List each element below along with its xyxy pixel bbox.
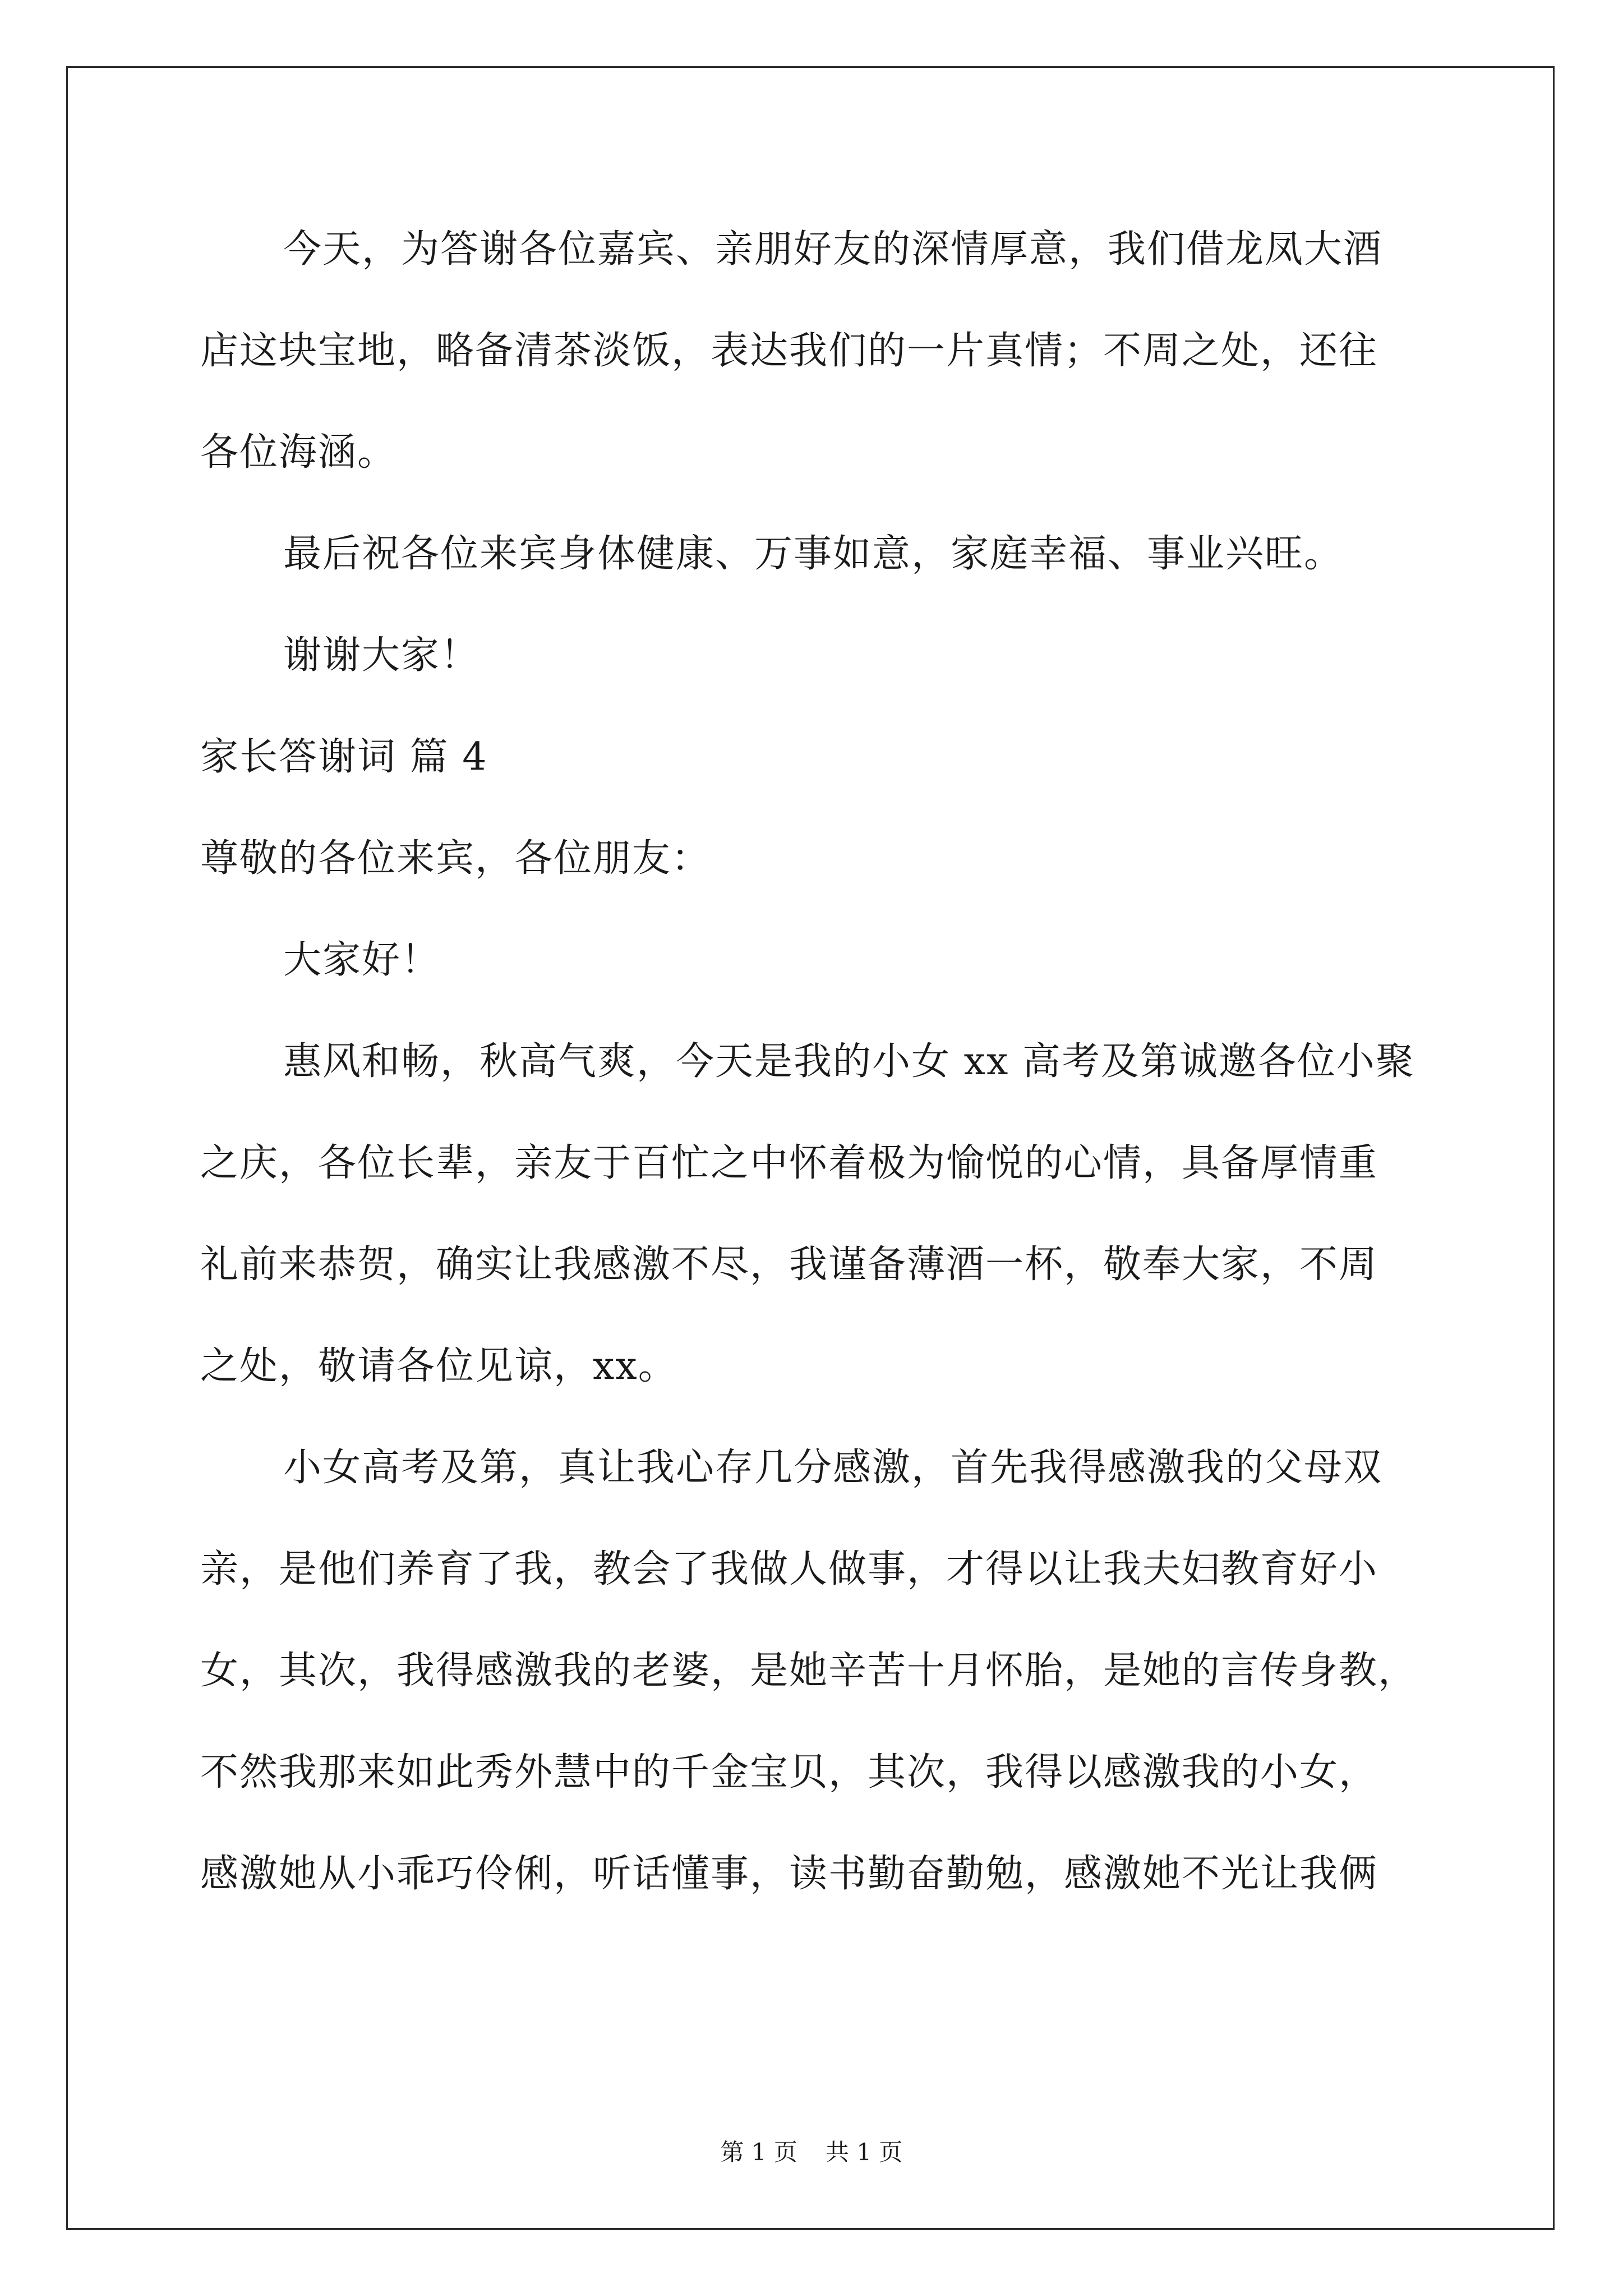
body-line-4: 最后祝各位来宾身体健康、万事如意，家庭幸福、事业兴旺。 <box>283 532 1344 576</box>
body-line-5: 谢谢大家！ <box>283 633 480 678</box>
salutation: 尊敬的各位来宾，各位朋友： <box>200 836 711 881</box>
section-heading: 家长答谢词 篇 4 <box>200 735 488 779</box>
page-number: 第 1 页 <box>720 2138 797 2166</box>
body-line-14: 亲，是他们养育了我，教会了我做人做事，才得以让我夫妇教育好小 <box>200 1547 1378 1591</box>
page-footer <box>0 2138 1623 2166</box>
body-line-15: 女，其次，我得感激我的老婆，是她辛苦十月怀胎，是她的言传身教， <box>200 1649 1418 1693</box>
body-line-13: 小女高考及第，真让我心存几分感激，首先我得感激我的父母双 <box>283 1446 1383 1490</box>
body-line-16: 不然我那来如此秀外慧中的千金宝贝，其次，我得以感激我的小女， <box>200 1750 1378 1795</box>
body-line-10: 之庆，各位长辈，亲友于百忙之中怀着极为愉悦的心情，具备厚情重 <box>200 1141 1378 1185</box>
greeting: 大家好！ <box>283 938 441 982</box>
body-line-1: 今天，为答谢各位嘉宾、亲朋好友的深情厚意，我们借龙凤大酒 <box>283 227 1383 272</box>
body-line-11: 礼前来恭贺，确实让我感激不尽，我谨备薄酒一杯，敬奉大家，不周 <box>200 1243 1378 1287</box>
body-line-2: 店这块宝地，略备清茶淡饭，表达我们的一片真情；不周之处，还往 <box>200 329 1378 373</box>
body-line-17: 感激她从小乖巧伶俐，听话懂事，读书勤奋勤勉，感激她不光让我俩 <box>200 1852 1378 1896</box>
body-line-3: 各位海涵。 <box>200 430 397 475</box>
document-body <box>200 222 1445 1948</box>
body-line-12: 之处，敬请各位见谅，xx。 <box>200 1344 677 1388</box>
page-total: 共 1 页 <box>826 2138 903 2166</box>
body-line-9: 惠风和畅，秋高气爽，今天是我的小女 xx 高考及第诚邀各位小聚 <box>283 1039 1415 1084</box>
